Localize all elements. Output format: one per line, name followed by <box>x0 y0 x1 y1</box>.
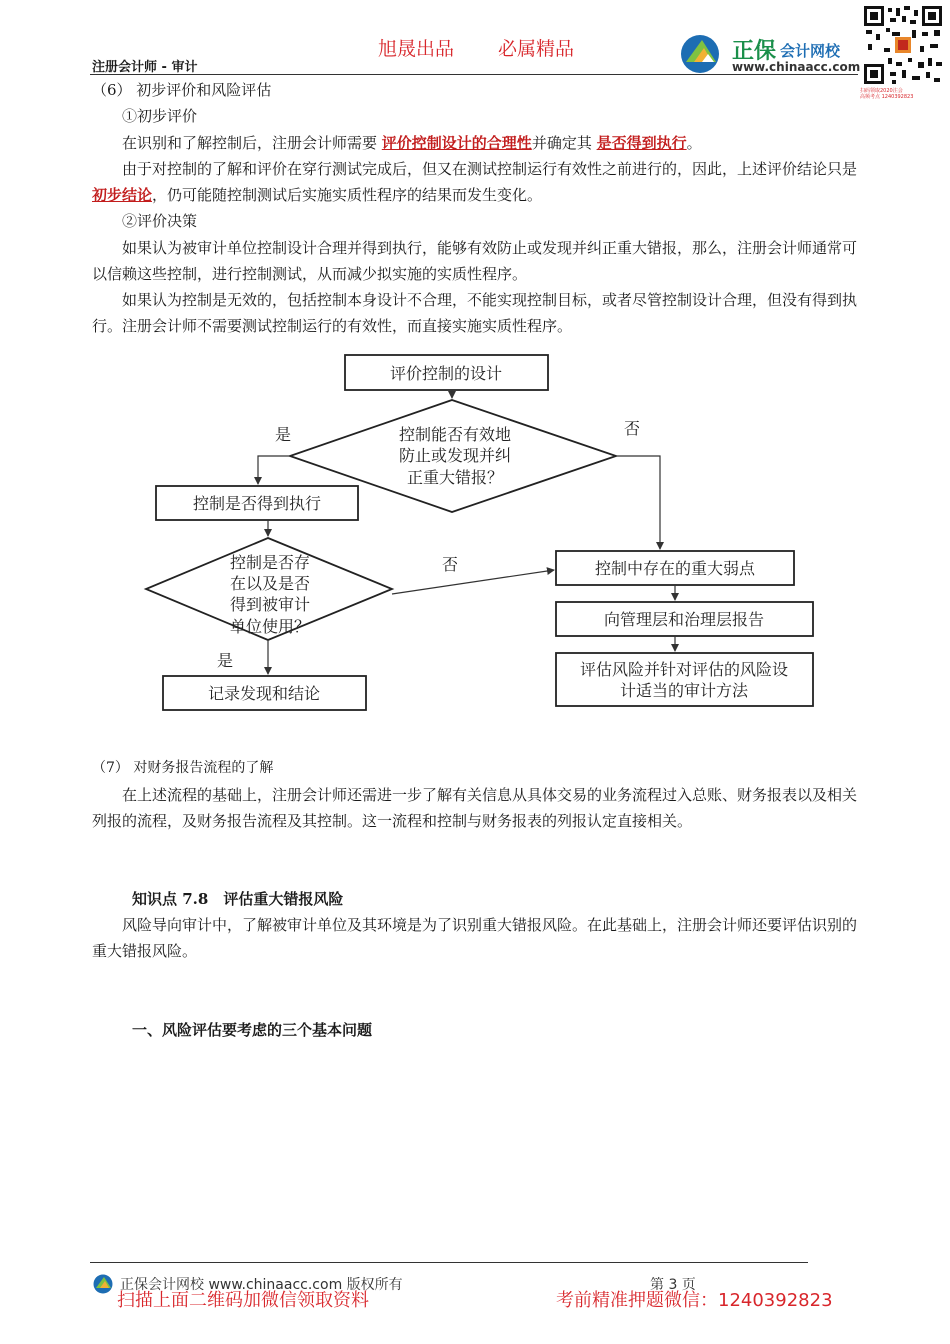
logo-subtitle: 会计网校 <box>780 42 841 60</box>
fc-diamond1-line3: 正重大错报？ <box>406 468 504 487</box>
arrow-no1 <box>616 456 660 549</box>
chinaacc-logo <box>678 30 860 76</box>
fc-box-exec-text: 控制是否得到执行 <box>192 494 322 513</box>
fc-box-record-text: 记录发现和结论 <box>207 684 321 703</box>
section6-para2: 由于对控制的了解和评价在穿行测试完成后，但又在测试控制运行有效性之前进行的，因此，上述评价结论只是 初步结论，仍可能随控制测试后实施实质性程序的结果而发生变化。 <box>92 160 858 204</box>
section6-para4: 如果认为控制是无效的，包括控制本身设计不合理，不能实现控制目标，或者尽管控制设计合理，但没有得到执行。注册会计师不需要测试控制运行的有效性，而直接实施实质性程序。 <box>92 291 858 335</box>
footer-promo-right: 考前精准押题微信：1240392823 <box>556 1290 833 1311</box>
arrow-yes1 <box>258 456 290 484</box>
kp-title: 知识点 7.8 评估重大错报风险 <box>132 890 344 908</box>
section6-sub1: ①初步评价 <box>122 107 198 125</box>
highlight-design-reasonableness: 评价控制设计的合理性 <box>381 134 532 152</box>
section6-para3: 如果认为被审计单位控制设计合理并得到执行，能够有效防止或发现并纠正重大错报，那么，注册会计师通常可以信赖这些控制，进行控制测试，从而减少拟实施的实质性程序。 <box>92 239 858 283</box>
section6-heading: （6） 初步评价和风险评估 <box>92 81 272 99</box>
fc-box-assess-line2: 计适当的审计方法 <box>619 681 749 700</box>
section7-heading: （7） 对财务报告流程的了解 <box>92 760 274 776</box>
running-title: 注册会计师 - 审计 <box>92 60 198 75</box>
logo-name: 正保 <box>732 39 777 64</box>
logo-url: www.chinaacc.com <box>732 60 861 74</box>
section7-para1: 在上述流程的基础上，注册会计师还需进一步了解有关信息从具体交易的业务流程过入总账、财务报表以及相关列报的流程，及财务报告流程及其控制。这一流程和控制与财务报表的列报认定直接相关。 <box>92 786 858 830</box>
qr-caption-2: 高频考点 1240392823 <box>860 94 914 100</box>
arrow-no2 <box>392 570 554 594</box>
fc-diamond2-line1: 控制是否存 <box>229 553 311 572</box>
fc-diamond1-line1: 控制能否有效地 <box>398 425 512 444</box>
header-slogan-left: 旭晟出品 <box>378 38 455 60</box>
kp-para1: 风险导向审计中，了解被审计单位及其环境是为了识别重大错报风险。在此基础上，注册会计师还要评估识别的重大错报风险。 <box>92 916 858 960</box>
fc-diamond2-line2: 在以及是否 <box>229 574 311 593</box>
fc-box-report-text: 向管理层和治理层报告 <box>603 610 765 629</box>
fc-diamond2-line4: 单位使用？ <box>229 617 311 636</box>
footer-page-number: 第 3 页 <box>650 1277 696 1293</box>
evaluation-flowchart <box>0 340 950 730</box>
highlight-implemented: 是否得到执行 <box>596 134 687 152</box>
fc-diamond2-line3: 得到被审计 <box>229 595 311 614</box>
fc-top-box-text: 评价控制的设计 <box>389 364 503 383</box>
footer-logo-icon <box>92 1272 116 1294</box>
logo-emblem-icon <box>678 30 726 74</box>
fc-label-yes1: 是 <box>274 425 292 444</box>
highlight-preliminary-conclusion: 初步结论 <box>92 186 153 204</box>
qr-code <box>862 4 944 86</box>
fc-label-no2: 否 <box>441 555 459 574</box>
fc-label-yes2: 是 <box>216 651 234 670</box>
footer-rule <box>90 1262 808 1263</box>
fc-diamond1-line2: 防止或发现并纠 <box>398 446 512 465</box>
header-rule <box>90 74 858 75</box>
fc-box-weak-text: 控制中存在的重大弱点 <box>594 559 756 578</box>
header-slogan-right: 必属精品 <box>498 38 575 60</box>
fc-label-no1: 否 <box>623 419 641 438</box>
qr-caption-1: 扫码领取2020注会 <box>860 88 903 94</box>
kp-heading-1: 一、风险评估要考虑的三个基本问题 <box>132 1021 373 1039</box>
footer-promo-left: 扫描上面二维码加微信领取资料 <box>117 1290 369 1311</box>
section6-para1: 在识别和了解控制后，注册会计师需要 评价控制设计的合理性并确定其 是否得到执行。 <box>122 134 702 152</box>
footer-copyright: 正保会计网校 www.chinaacc.com 版权所有 <box>120 1277 403 1293</box>
section6-sub2: ②评价决策 <box>122 212 198 230</box>
fc-box-assess-line1: 评估风险并针对评估的风险设 <box>579 660 789 679</box>
